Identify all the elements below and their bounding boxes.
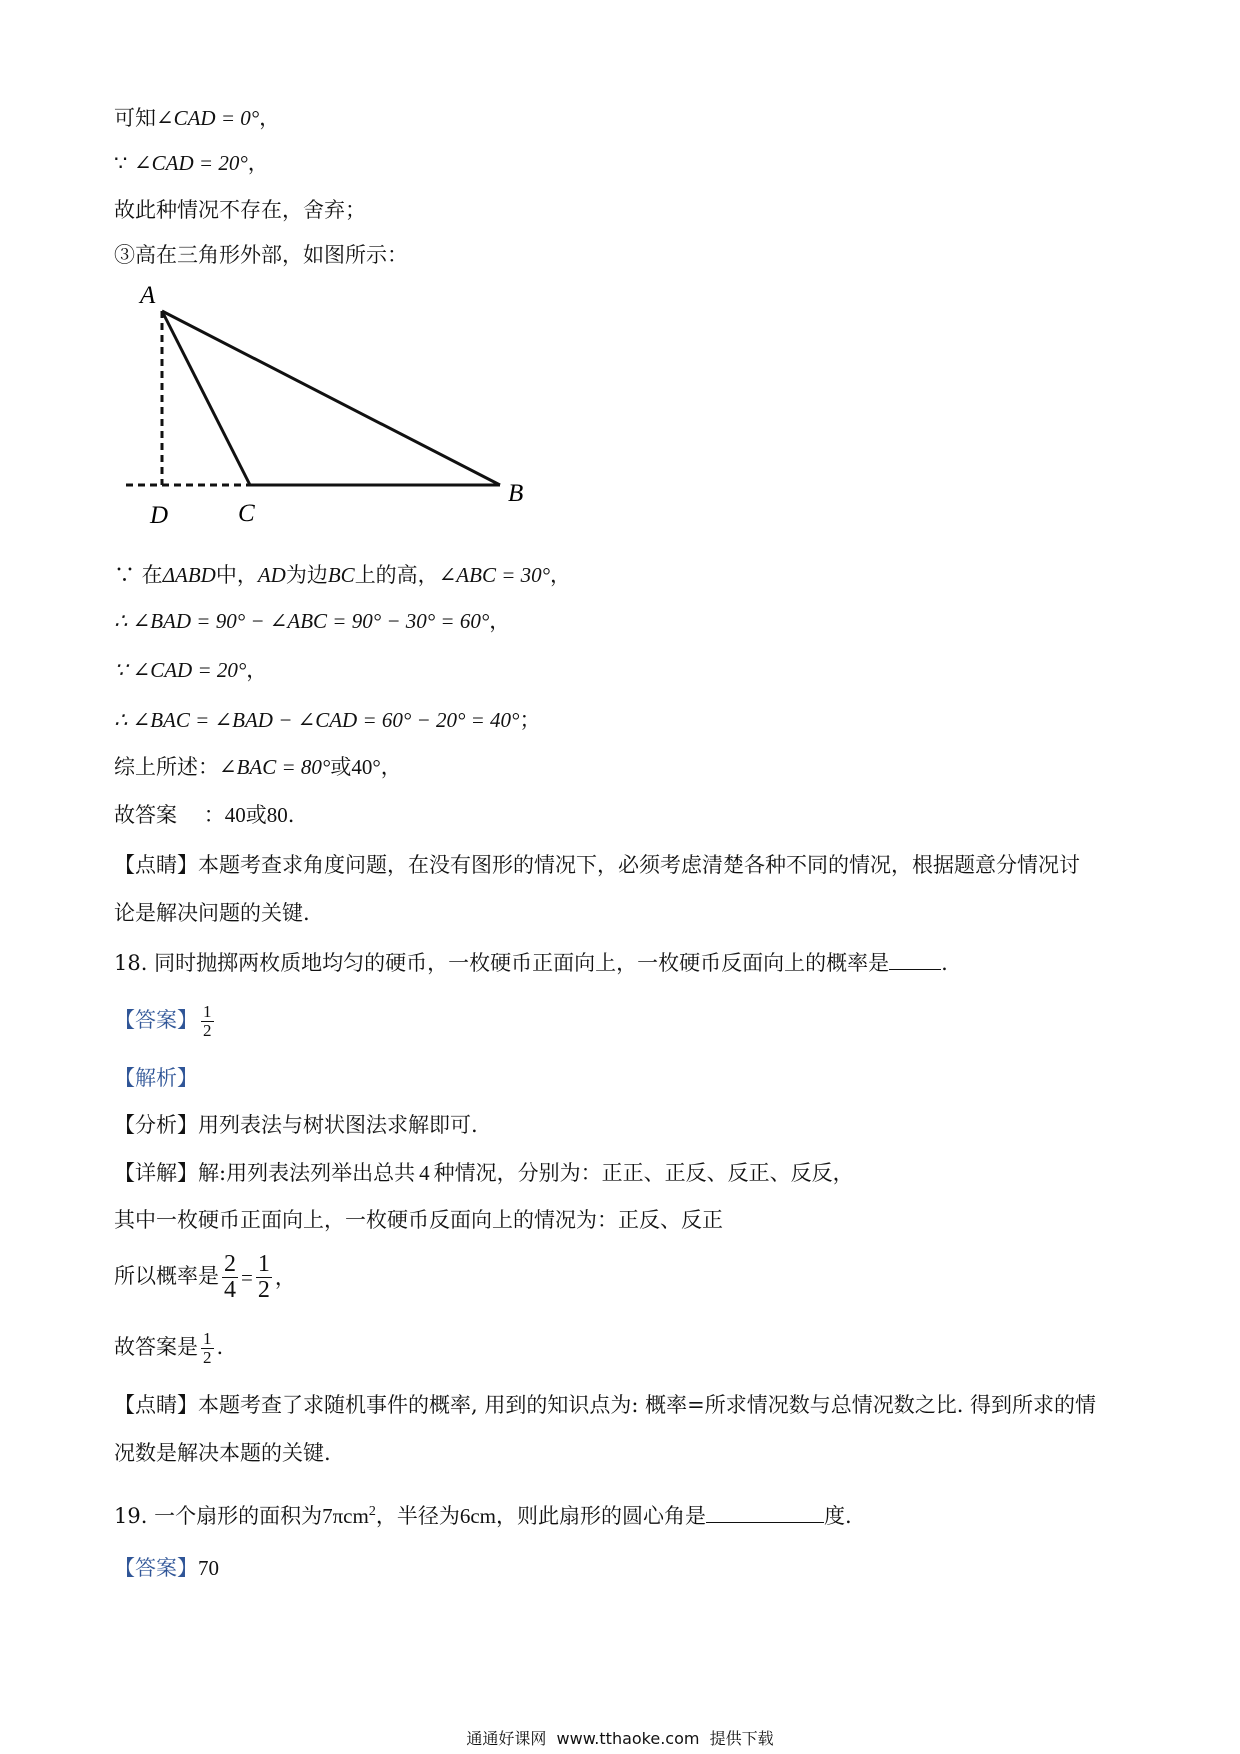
answer-tag: 【答案】 [114, 1007, 198, 1032]
line-discard: 故此种情况不存在，舍弃； [114, 198, 366, 222]
punct: ， [550, 563, 572, 587]
answer-blank [889, 949, 941, 970]
line-answer-18-final [114, 1325, 223, 1369]
answer-19 [114, 1553, 219, 1583]
punct: ， [246, 658, 268, 682]
line-summary [114, 752, 402, 782]
math-bc: BC [327, 563, 355, 587]
question-18 [114, 948, 948, 978]
punct: ； [519, 708, 541, 732]
line-dianjing-1b: 论是解决问题的关键. [114, 901, 310, 925]
text: 所以概率是 [114, 1264, 219, 1288]
fraction-half [201, 1330, 214, 1367]
line-case-three: ③高在三角形外部，如图所示： [114, 243, 408, 267]
math-cad: ∵ ∠CAD = 20° [114, 658, 247, 682]
value-40: 40 [224, 803, 246, 827]
label-c: C [238, 500, 255, 527]
text: ，则此扇形的圆心角是 [496, 1504, 706, 1528]
numerator: 1 [203, 1002, 212, 1021]
triangle-figure [120, 285, 540, 535]
punct: . [941, 951, 948, 975]
denominator: 2 [257, 1277, 270, 1303]
punct: ， [247, 151, 269, 175]
denominator: 2 [203, 1020, 212, 1040]
denominator: 4 [224, 1277, 236, 1303]
answer-18 [114, 1003, 217, 1040]
line-bac [114, 705, 540, 735]
line-dianjing-2b: 况数是解决本题的关键. [114, 1441, 331, 1465]
text: 故答案 ： [114, 803, 225, 827]
value-80: 80 [266, 803, 288, 827]
text: 上的高， [354, 563, 439, 587]
fraction-two-fourths [222, 1252, 238, 1303]
line-ab [162, 311, 500, 485]
numerator: 1 [257, 1250, 270, 1277]
text: 19. 一个扇形的面积为 [114, 1504, 323, 1528]
text: 为边 [285, 563, 328, 587]
math-triangle-abd: ΔABD [162, 563, 216, 587]
numerator: 1 [203, 1329, 212, 1349]
text: ，半径为 [375, 1504, 460, 1528]
value-70: 70 [198, 1556, 219, 1580]
answer-tag: 【答案】 [114, 1556, 198, 1580]
punct: ， [274, 1265, 296, 1290]
line-ac [162, 311, 250, 485]
text: 种情况，分别为：正正、正反、反正、反反， [433, 1161, 854, 1185]
line-cad [114, 655, 267, 685]
math-ad: AD [257, 563, 286, 587]
line-abd [114, 560, 571, 590]
line-fenxi: 【分析】用列表法与树状图法求解即可. [114, 1113, 478, 1137]
fraction-half [201, 1003, 214, 1040]
math-area: 7πcm [322, 1504, 369, 1528]
punct: ， [380, 755, 402, 779]
punct: ， [489, 609, 511, 633]
analysis-tag: 【解析】 [114, 1066, 198, 1090]
label-d: D [150, 502, 169, 529]
math-cad-twenty: ∠CAD = 20° [134, 151, 248, 175]
math-bac: ∴ ∠BAC = ∠BAD − ∠CAD = 60° − 20° = 40° [114, 708, 520, 732]
line-bad [114, 606, 510, 636]
value-4: 4 [419, 1161, 430, 1185]
line-dianjing-2a: 【点睛】本题考查了求随机事件的概率, 用到的知识点为: 概率=所求情况数与总情况数之比. 得到所求的情 [114, 1393, 1097, 1417]
text: 故答案是 [114, 1335, 198, 1359]
numerator: 2 [224, 1250, 236, 1277]
text: 【详解】解:用列表法列举出总共 [114, 1161, 416, 1185]
equals: = [241, 1265, 253, 1290]
answer-blank [706, 1502, 824, 1523]
line-probability [114, 1248, 296, 1306]
text: 或 [330, 755, 352, 779]
line-xiangjie [114, 1158, 854, 1188]
line-dianjing-1a: 【点睛】本题考查求角度问题，在没有图形的情况下，必须考虑清楚各种不同的情况，根据题意分情况讨 [114, 853, 1080, 877]
label-a: A [140, 285, 156, 309]
math-abc: ∠ABC = 30° [438, 563, 551, 587]
text: 可知 [114, 106, 156, 130]
line-cad-twenty [114, 148, 269, 178]
question-19 [114, 1497, 852, 1531]
question-text: 18. 同时抛掷两枚质地均匀的硬币，一枚硬币正面向上，一枚硬币反面向上的概率是 [114, 951, 890, 975]
footer: 通通好课网 www.tthaoke.com 提供下载 [466, 1729, 774, 1748]
label-b: B [508, 480, 524, 507]
math-bac-eighty: ∠BAC = 80° [219, 755, 331, 779]
denominator: 2 [203, 1348, 212, 1367]
math-bad: ∴ ∠BAD = 90° − ∠ABC = 90° − 30° = 60° [114, 609, 490, 633]
text: 度. [824, 1504, 852, 1528]
line-answer-17 [114, 800, 294, 830]
fraction-one-half [256, 1252, 272, 1303]
text: ∵ 在 [114, 563, 163, 587]
because-symbol: ∵ [114, 151, 135, 175]
jiexi-tag [114, 1063, 198, 1093]
text: 或 [245, 803, 267, 827]
punct: . [287, 803, 295, 827]
line-qizhong: 其中一枚硬币正面向上，一枚硬币反面向上的情况为：正反、反正 [114, 1208, 723, 1232]
math-forty: 40° [351, 755, 381, 779]
line-cad-zero [114, 103, 280, 133]
math-radius: 6cm [459, 1504, 496, 1528]
text: 综上所述： [114, 755, 219, 779]
superscript: 2 [368, 1504, 376, 1519]
math-cad-zero: ∠CAD = 0° [156, 106, 260, 130]
punct: ， [259, 106, 281, 130]
punct: . [216, 1335, 224, 1359]
text: 中， [215, 563, 258, 587]
